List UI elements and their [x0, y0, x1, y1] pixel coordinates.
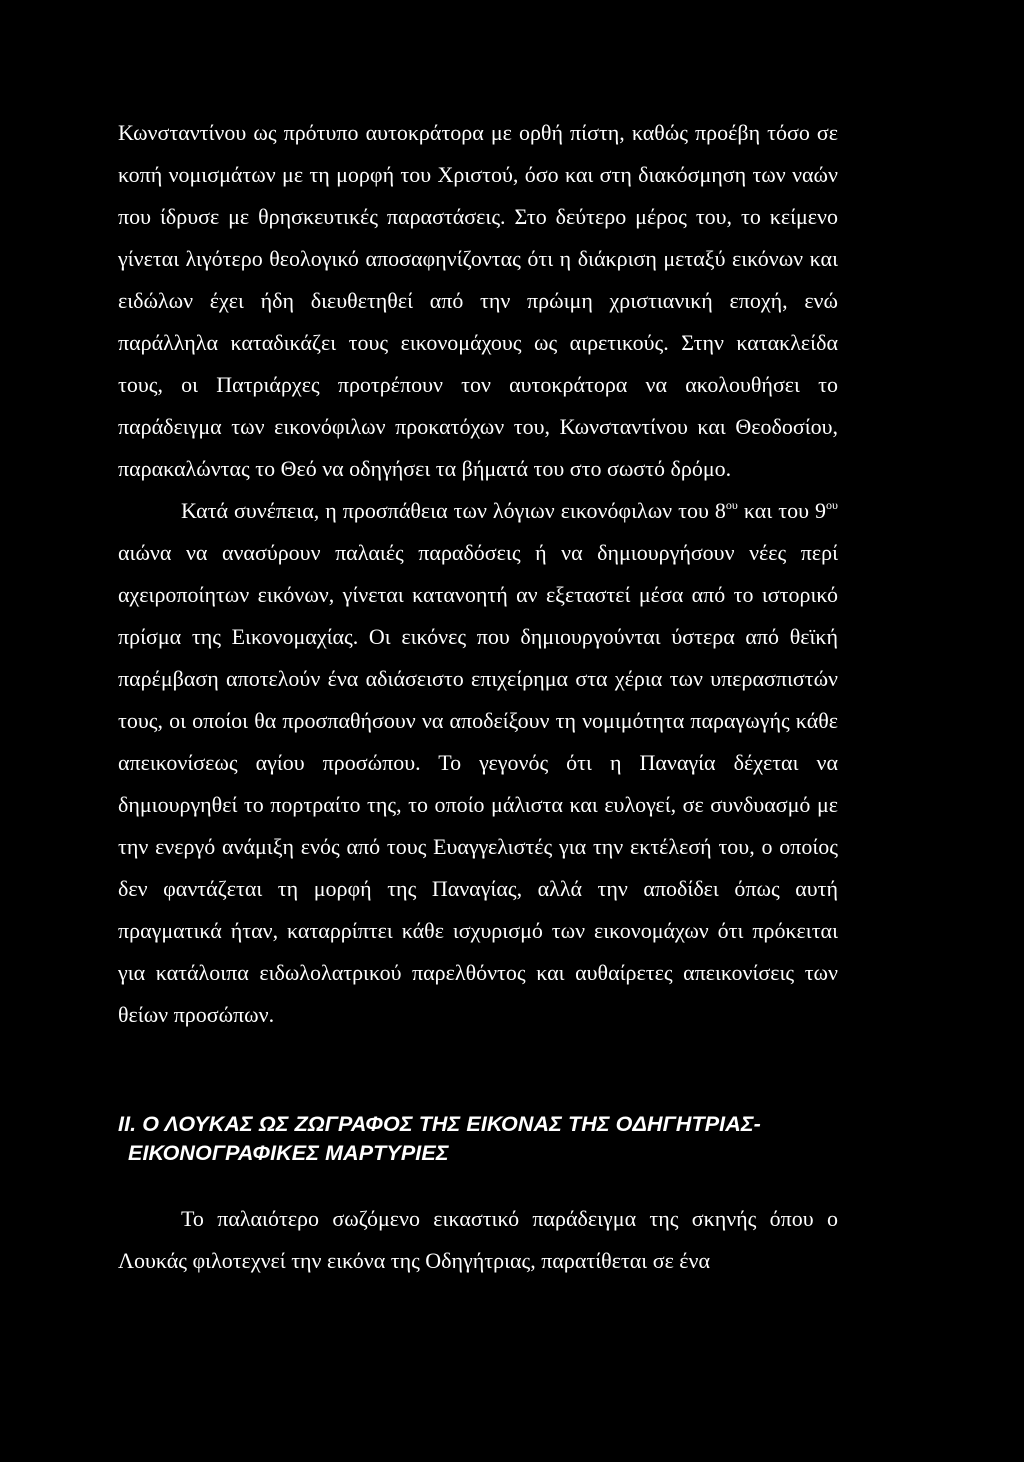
ordinal-superscript-8th: ου: [725, 498, 738, 512]
paragraph-2: [118, 490, 838, 1036]
paragraph-2-part-b: και του 9: [737, 498, 827, 523]
document-page: [118, 112, 838, 1282]
ordinal-superscript-9th: ου: [826, 498, 838, 512]
paragraph-1: Κωνσταντίνου ως πρότυπο αυτοκράτορα με ορθή πίστη, καθώς προέβη τόσο σε κοπή νομισμάτων με τη μορφή του Χριστού, όσο και στη διακόσμηση των ναών που ίδρυσε με θρησκευτικές παραστάσεις. Στο δεύτερο μέρος του, το κείμενο γίνεται λιγότερο θεολογικό αποσαφηνίζοντας ότι η διάκριση μεταξύ εικόνων και ειδώλων έχει ήδη διευθετηθεί από την πρώιμη χριστιανική εποχή, ενώ παράλληλα καταδικάζει τους εικονομάχους ως αιρετικούς. Στην κατακλείδα τους, οι Πατριάρχες προτρέπουν τον αυτοκράτορα να ακολουθήσει το παράδειγμα των εικονόφιλων προκατόχων του, Κωνσταντίνου και Θεοδοσίου, παρακαλώντας το Θεό να οδηγήσει τα βήματά του στο σωστό δρόμο.: [118, 120, 838, 481]
paragraph-2-part-a: Κατά συνέπεια, η προσπάθεια των λόγιων εικονόφιλων του 8: [181, 498, 726, 523]
paragraph-3: Το παλαιότερο σωζόμενο εικαστικό παράδειγμα της σκηνής όπου ο Λουκάς φιλοτεχνεί την εικόνα της Οδηγήτριας, παρατίθεται σε ένα: [118, 1206, 838, 1273]
paragraph-2-part-c: αιώνα να ανασύρουν παλαιές παραδόσεις ή να δημιουργήσουν νέες περί αχειροποίητων εικόνων, γίνεται κατανοητή αν εξεταστεί μέσα από το ιστορικό πρίσμα της Εικονομαχίας. Οι εικόνες που δημιουργούνται ύστερα από θεϊκή παρέμβαση αποτελούν ένα αδιάσειστο επιχείρημα στα χέρια των υπερασπιστών τους, οι οποίοι θα προσπαθήσουν να αποδείξουν τη νομιμότητα παραγωγής κάθε απεικονίσεως αγίου προσώπου. Το γεγονός ότι η Παναγία δέχεται να δημιουργηθεί το πορτραίτο της, το οποίο μάλιστα και ευλογεί, σε συνδυασμό με την ενεργό ανάμιξη ενός από τους Ευαγγελιστές για την εκτέλεσή του, ο οποίος δεν φαντάζεται τη μορφή της Παναγίας, αλλά την αποδίδει όπως αυτή πραγματικά ήταν, καταρρίπτει κάθε ισχυρισμό των εικονομάχων ότι πρόκειται για κατάλοιπα ειδωλολατρικού παρελθόντος και αυθαίρετες απεικονίσεις των θείων προσώπων.: [118, 540, 838, 1027]
section-heading-line-1: ΙΙ. Ο ΛΟΥΚΑΣ ΩΣ ΖΩΓΡΑΦΟΣ ΤΗΣ ΕΙΚΟΝΑΣ ΤΗΣ ΟΔΗΓΗΤΡΙΑΣ-: [118, 1112, 761, 1136]
section-heading: [118, 1110, 838, 1168]
section-heading-line-2: ΕΙΚΟΝΟΓΡΑΦΙΚΕΣ ΜΑΡΤΥΡΙΕΣ: [128, 1141, 449, 1165]
